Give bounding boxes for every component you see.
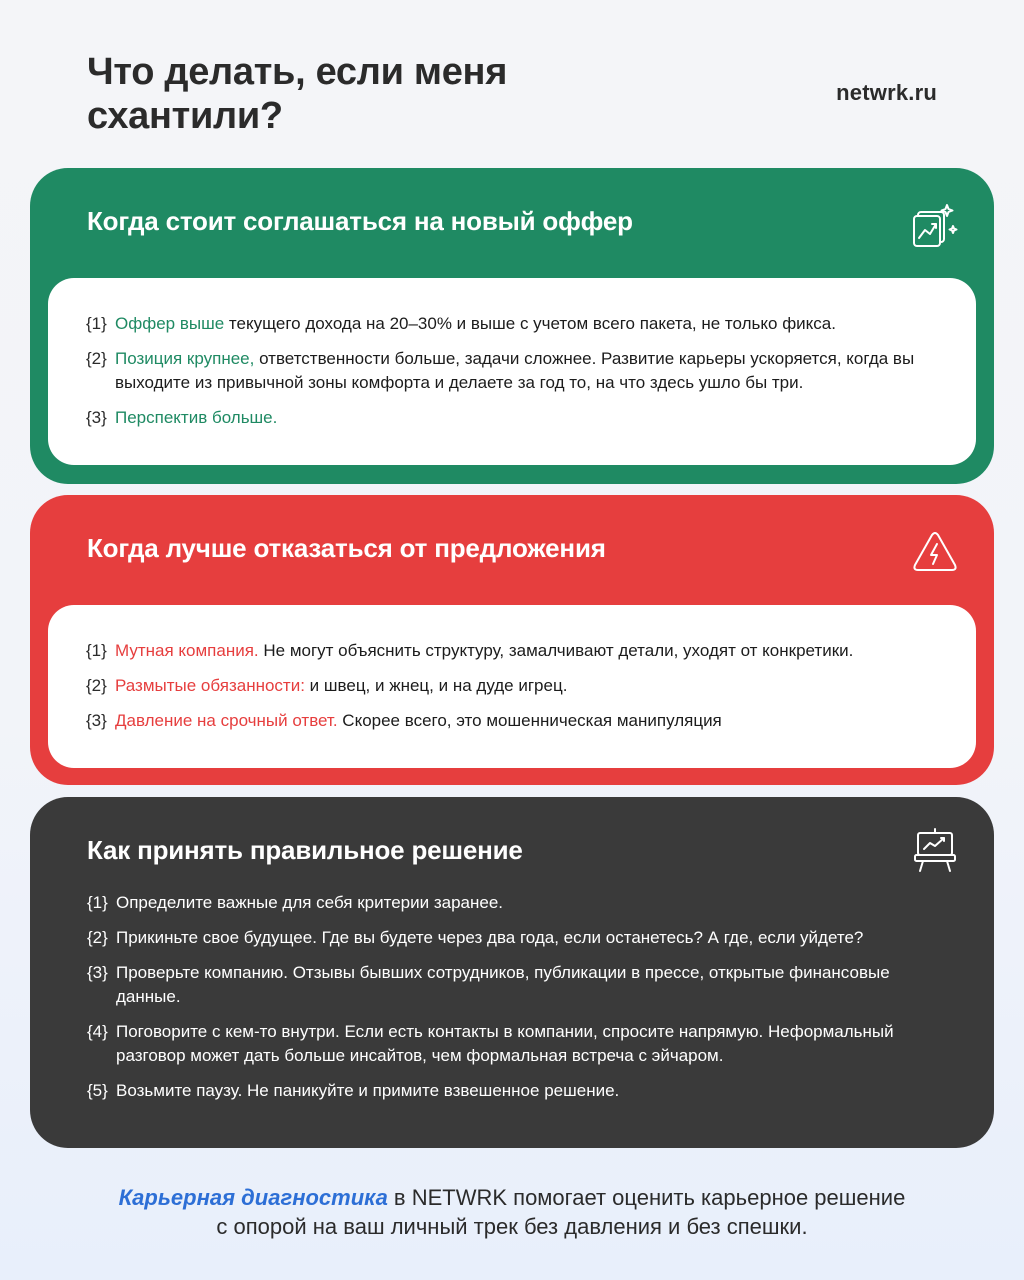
footer-text-1: в NETWRK помогает оценить карьерное решение: [387, 1185, 906, 1210]
warning-lightning-icon: [912, 529, 958, 575]
item-body: Скорее всего, это мошенническая манипуляция: [337, 711, 722, 730]
item-highlight: Давление на срочный ответ.: [115, 711, 338, 730]
page-title: Что делать, если меня схантили?: [87, 51, 508, 137]
list-item: [86, 709, 976, 733]
item-text: Возьмите паузу. Не паникуйте и примите взвешенное решение.: [116, 1081, 620, 1100]
accept-offer-card: [30, 168, 994, 484]
item-text: [115, 406, 976, 430]
item-text: [115, 312, 976, 336]
list-item: [87, 1020, 954, 1068]
list-item: [86, 406, 976, 430]
list-item: [86, 639, 976, 663]
footer-text-2: с опорой на ваш личный трек без давления и без спешки.: [216, 1214, 808, 1239]
item-number: {4}: [87, 1022, 108, 1041]
item-text: Прикиньте свое будущее. Где вы будете через два года, если останетесь? А где, если уйдете?: [116, 928, 864, 947]
item-body: ответственности больше, задачи сложнее. Развитие карьеры ускоряется, когда вы выходите из привычной зоны комфорта и делаете за год то, на что здесь ушло бы три.: [115, 349, 915, 392]
item-highlight: Мутная компания.: [115, 641, 259, 660]
item-number: {2}: [87, 928, 108, 947]
decline-list: [86, 639, 976, 733]
site-link[interactable]: netwrk.ru: [836, 80, 937, 105]
accept-card-body: [48, 278, 976, 465]
item-text: [115, 709, 976, 733]
item-highlight: Перспектив больше.: [115, 408, 278, 427]
item-body: и швец, и жнец, и на дуде игрец.: [304, 676, 568, 695]
item-text: [115, 674, 976, 698]
item-number: {5}: [87, 1081, 108, 1100]
item-number: {1}: [86, 314, 107, 333]
item-body: Не могут объяснить структуру, замалчивают детали, уходят от конкретики.: [258, 641, 854, 660]
decision-card-title: Как принять правильное решение: [87, 835, 523, 865]
item-text: Поговорите с кем-то внутри. Если есть контакты в компании, спросите напрямую. Неформальный разговор может дать больше инсайтов, чем формальная встреча с эйчаром.: [116, 1022, 894, 1065]
item-number: {3}: [86, 408, 107, 427]
presentation-board-icon: [912, 827, 958, 873]
item-number: {2}: [86, 349, 107, 368]
list-item: [86, 674, 976, 698]
item-highlight: Позиция крупнее,: [115, 349, 255, 368]
decision-card: [30, 797, 994, 1148]
accept-card-title: Когда стоит соглашаться на новый оффер: [87, 206, 633, 236]
growth-chart-icon: [912, 202, 958, 248]
item-highlight: Размытые обязанности:: [115, 676, 305, 695]
item-text: [115, 639, 976, 663]
item-highlight: Оффер выше: [115, 314, 225, 333]
footer-line-1: [0, 1183, 1024, 1212]
item-number: {1}: [86, 641, 107, 660]
accept-list: [86, 312, 976, 430]
list-item: [87, 961, 954, 1009]
item-text: Определите важные для себя критерии заранее.: [116, 893, 504, 912]
career-diagnostics-link[interactable]: Карьерная диагностика: [118, 1185, 388, 1210]
decline-offer-card: [30, 495, 994, 785]
decline-card-title: Когда лучше отказаться от предложения: [87, 533, 606, 563]
list-item: [87, 926, 954, 950]
list-item: [86, 312, 976, 336]
item-number: {3}: [87, 963, 108, 982]
list-item: [86, 347, 976, 395]
item-number: {3}: [86, 711, 107, 730]
footer-note: [0, 1183, 1024, 1241]
list-item: [87, 891, 954, 915]
list-item: [87, 1079, 954, 1103]
item-body: текущего дохода на 20–30% и выше с учетом всего пакета, не только фикса.: [224, 314, 836, 333]
item-text: Проверьте компанию. Отзывы бывших сотрудников, публикации в прессе, открытые финансовые данные.: [116, 963, 890, 1006]
decline-card-body: [48, 605, 976, 768]
item-number: {1}: [87, 893, 108, 912]
decision-list: [87, 891, 954, 1114]
item-text: [115, 347, 976, 395]
item-number: {2}: [86, 676, 107, 695]
